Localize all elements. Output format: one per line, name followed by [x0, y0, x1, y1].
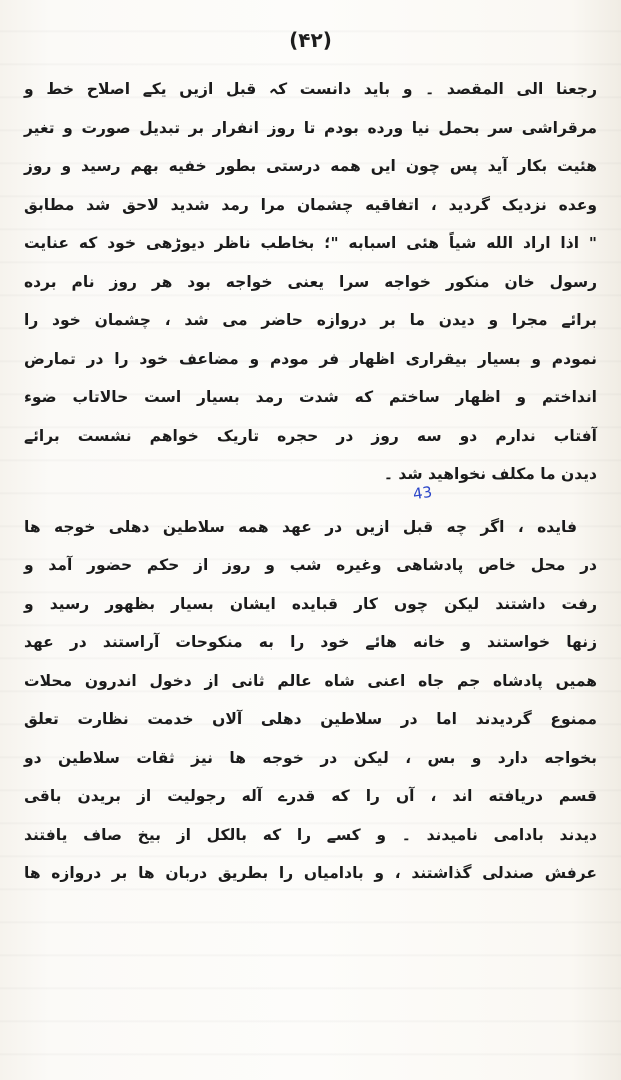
text-line: دیدن ما مکلف نخواهید شد ۔	[383, 465, 597, 483]
text-line: بخواجه دارد و بس ، لیکن در خوجه ها نیز ثقات سلاطین دو	[24, 748, 597, 767]
text-line: ممنوع گردیدند اما در سلاطین دهلی آلاں خدمت نظارت تعلق	[24, 710, 597, 728]
paragraph-1	[24, 70, 597, 494]
text-line: وعده نزدیک گردید ، اتفاقیه چشمان مرا رمد شدید لاحق شد مطابق	[24, 195, 597, 214]
text-line: رسول خان منکور خواجه سرا یعنی خواجه بود هر روز نام برده	[24, 272, 597, 291]
text-line: در محل خاص پادشاهی وغیره شب و روز از حکم حضور آمد و	[24, 556, 597, 574]
paragraph-gap	[24, 494, 597, 508]
text-line: همیں پادشاه جم جاه اعنی شاه عالم ثانی از دخول اندرون محلات	[24, 671, 597, 690]
paragraph-2	[24, 482, 597, 893]
text-line: دیدند بادامی نامیدند ۔ و کسے را که بالکل از بیخ صاف یافتند	[24, 825, 597, 844]
text-line: رفت داشتند لیکن چوں کار قبایده ایشان بسیار بظهور رسید و	[24, 594, 597, 613]
text-line: مرقراشی سر بحمل نیا ورده بودم تا روز انفرار بر تبدیل صورت و تغیر	[24, 118, 597, 137]
text-line: برائے مجرا و دیدن ما بر دروازه حاضر می شد ، چشمان خود را	[24, 311, 597, 329]
text-line: عرفش صندلی گذاشتند ، و بادامیاں را بطریق دربان ها بر دروازه ها	[24, 864, 597, 882]
text-line: زنها خواستند و خانه هائے خود را به منکوحات آراستند در عهد	[24, 633, 597, 651]
text-line: رجعنا الی المقصد ۔ و باید دانست کہ قبل ازیں یکے اصلاح خط و	[24, 80, 597, 98]
text-line: انداختم و اظهار ساختم که شدت رمد بسیار است حالاتاب ضوء	[24, 388, 597, 406]
text-line: آفتاب ندارم دو سه روز در حجره تاریک خواهم نشست برائے	[24, 426, 597, 445]
text-line: هئیت بکار آید پس چون ایں همه درستی بطور خفیه بهم رسید و روز	[24, 157, 597, 175]
text-line: " اذا اراد الله شیاً هئی اسبابه "؛ بخاطب ناظر دیوڑهی خود که عنایت	[24, 234, 597, 252]
handwritten-annotation: 43	[411, 482, 434, 503]
page-number: (۴۲)	[289, 28, 332, 52]
text-line: قسم دریافته اند ، آں را که قدرے آله رجولیت از بریدن باقی	[24, 787, 597, 805]
text-line: فایده ، اگر چه قبل ازیں در عهد همه سلاطین دهلی خوجه ها	[24, 517, 577, 536]
text-line: نمودم و بسیار بیقراری اظهار فر مودم و مضاعف خود را در تمارض	[24, 349, 597, 368]
body-text	[24, 70, 597, 893]
